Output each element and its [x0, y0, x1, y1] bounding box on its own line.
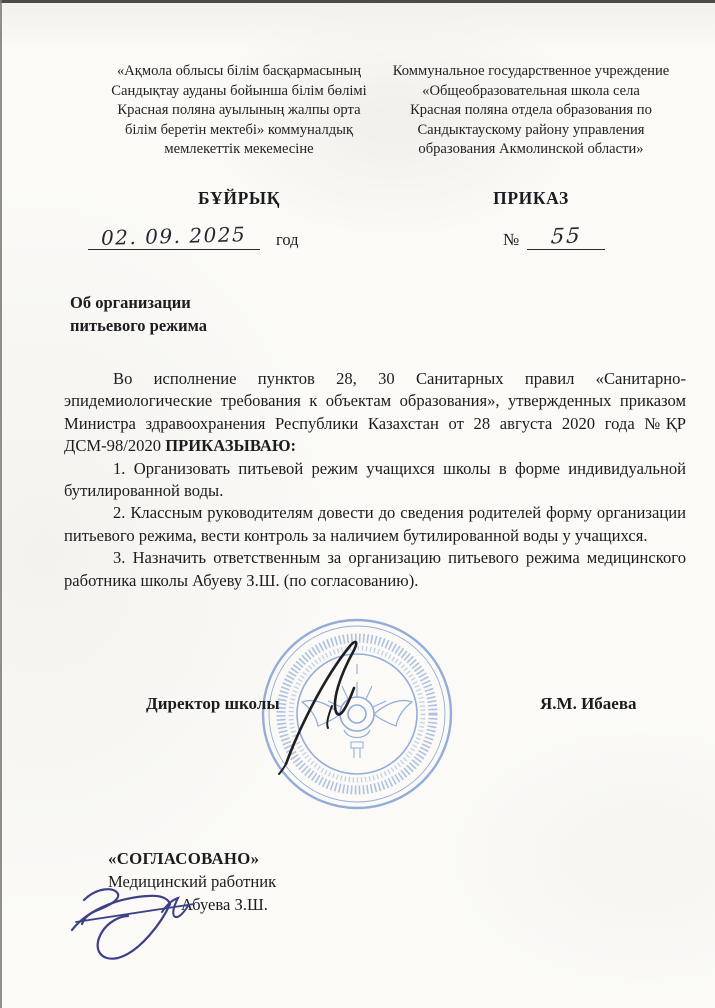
order-body [64, 368, 686, 592]
intro-paragraph [64, 368, 686, 458]
intro-text: Во исполнение пунктов 28, 30 Санитарных правил «Санитарно-эпидемиологические требования к объектам образования», утвержденных приказом Министра здравоохранения Республики Казахстан от 28 августа 2020 года №ҚР ДСМ-98/2020 [64, 369, 686, 456]
medical-worker-signature [62, 878, 222, 970]
org-kk-line: мемлекеттік мекемесіне [164, 141, 314, 158]
org-kk-line: Сандықтау ауданы бойынша білім бөлімі [111, 82, 367, 99]
date-suffix-label: год [276, 230, 299, 249]
scan-left-edge [0, 0, 2, 1008]
approval-role-label: Медицинский работник [108, 872, 277, 891]
director-name: Я.М. Ибаева [540, 694, 637, 713]
order-item-2: 2. Классным руководителям довести до сведения родителей форму организации питьевого режима, вести контроль за наличием бутилированной воды у учащихся. [64, 503, 686, 545]
approval-title: «СОГЛАСОВАНО» [108, 849, 260, 868]
org-kk-line: «Ақмола облысы білім басқармасының [116, 63, 362, 79]
number-sign: № [503, 230, 520, 249]
order-number-row [503, 224, 605, 250]
org-ru-line: Красная поляна отдела образования по [410, 102, 652, 119]
order-subject [70, 292, 207, 337]
subject-line: питьевого режима [70, 315, 208, 335]
subject-line: Об организации [70, 293, 191, 312]
date-underline [88, 224, 260, 250]
handwritten-number: 55 [550, 223, 583, 249]
number-underline [527, 224, 605, 250]
scan-top-edge [0, 0, 715, 3]
org-name-russian [374, 62, 688, 160]
order-title-russian: ПРИКАЗ [493, 188, 569, 208]
order-title-kazakh: БҰЙРЫҚ [198, 188, 280, 208]
order-item-1: 1. Организовать питьевой режим учащихся школы в форме индивидуальной бутилированной воды. [64, 458, 686, 501]
approval-name: Абуева З.Ш. [181, 895, 268, 914]
org-ru-line: образования Акмолинской области» [418, 141, 644, 158]
intro-bold-keyword: ПРИКАЗЫВАЮ: [165, 436, 297, 456]
org-ru-line: Коммунальное государственное учреждение [392, 63, 670, 79]
director-role-label: Директор школы [146, 694, 280, 713]
order-item-3: 3. Назначить ответственным за организацию питьевого режима медицинского работника школы Абуеву З.Ш. (по согласованию). [64, 548, 686, 590]
org-kk-line: білім беретін мектебі» коммуналдық [124, 121, 354, 138]
director-signature [270, 628, 380, 778]
org-kk-line: Красная поляна ауылының жалпы орта [117, 102, 361, 119]
org-name-kazakh [88, 62, 390, 160]
org-ru-line: Сандыктаускому району управления [417, 121, 645, 138]
handwritten-date: 02. 09. 2025 [101, 222, 247, 250]
org-ru-line: «Общеобразовательная школа села [422, 82, 640, 99]
order-date-row [88, 224, 299, 250]
